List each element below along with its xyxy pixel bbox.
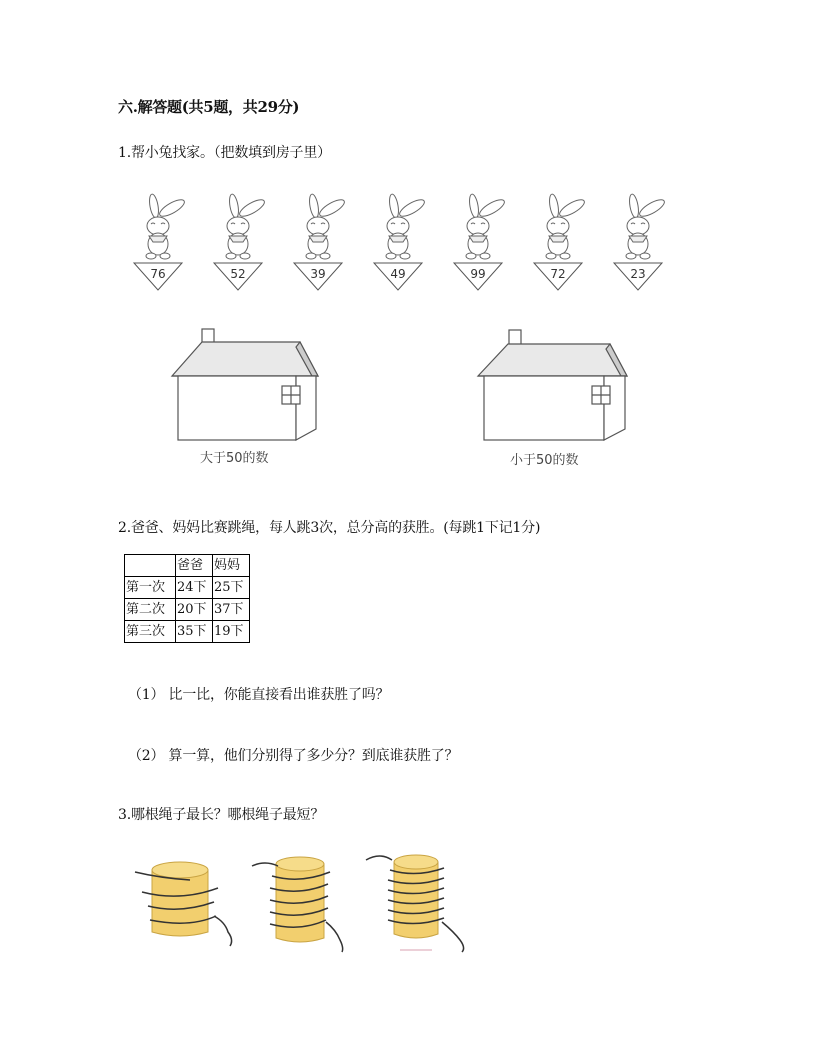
row-label: 第一次 — [125, 577, 176, 599]
dad-value: 20下 — [176, 599, 213, 621]
question-3-text: 3.哪根绳子最长？哪根绳子最短？ — [118, 807, 325, 823]
house-left — [172, 329, 318, 440]
house-right — [478, 330, 627, 440]
table-row — [125, 599, 250, 621]
rabbit-number: 76 — [150, 267, 166, 281]
mom-value: 37下 — [213, 599, 250, 621]
section-title: 六.解答题(共5题，共29分) — [118, 98, 300, 116]
rabbit-number: 99 — [470, 267, 486, 281]
row-label: 第二次 — [125, 599, 176, 621]
row-label: 第三次 — [125, 621, 176, 643]
mom-value: 25下 — [213, 577, 250, 599]
rabbit-number: 39 — [310, 267, 326, 281]
rabbit-number: 52 — [230, 267, 246, 281]
table-row — [125, 577, 250, 599]
rabbit-row — [134, 193, 667, 290]
mom-value: 19下 — [213, 621, 250, 643]
cylinder-2 — [252, 857, 343, 952]
table-header-row — [125, 555, 250, 577]
rabbit-number: 72 — [550, 267, 566, 281]
question-1-text: 1.帮小兔找家。（把数填到房子里） — [118, 145, 331, 161]
rabbit-number: 49 — [390, 267, 406, 281]
cylinder-3 — [366, 855, 464, 952]
question-2-text: 2.爸爸、妈妈比赛跳绳，每人跳3次，总分高的获胜。(每跳1下记1分) — [118, 520, 541, 536]
header-dad: 爸爸 — [176, 555, 213, 577]
dad-value: 35下 — [176, 621, 213, 643]
cylinder-1 — [135, 862, 232, 946]
question-2-sub-2: （2） 算一算，他们分别得了多少分？到底谁获胜了？ — [128, 748, 459, 764]
table-row — [125, 621, 250, 643]
right-house-label: 小于50的数 — [510, 453, 579, 468]
rabbits-houses-figure — [122, 184, 682, 484]
rope-cylinders-figure — [130, 840, 480, 955]
rabbit-number: 23 — [630, 267, 646, 281]
question-2-sub-1: （1） 比一比，你能直接看出谁获胜了吗？ — [128, 687, 390, 703]
table-corner-cell — [125, 555, 176, 577]
dad-value: 24下 — [176, 577, 213, 599]
jump-rope-table — [124, 554, 250, 643]
header-mom: 妈妈 — [213, 555, 250, 577]
left-house-label: 大于50的数 — [200, 451, 269, 466]
